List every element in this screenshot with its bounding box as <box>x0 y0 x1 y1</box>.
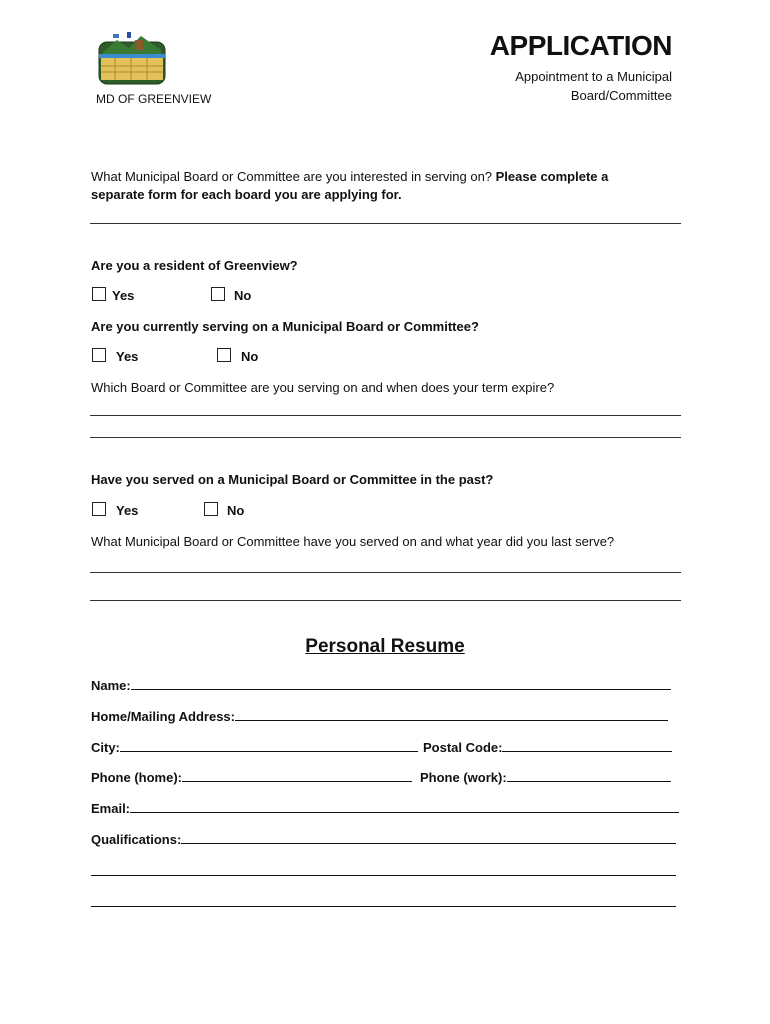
answer-line-1[interactable] <box>90 223 681 224</box>
phone-home-field[interactable] <box>91 768 412 785</box>
question-4-followup: What Municipal Board or Committee have you served on and what year did you last serve? <box>91 534 615 549</box>
greenview-logo-image <box>95 26 169 88</box>
currently-serving-no-checkbox[interactable] <box>217 348 231 362</box>
answer-line-4b[interactable] <box>90 600 681 601</box>
postal-code-field[interactable] <box>423 738 672 755</box>
question-1-text: What Municipal Board or Committee are you interested in serving on? <box>91 169 496 184</box>
org-name: MD OF GREENVIEW <box>96 92 212 106</box>
logo <box>95 26 169 88</box>
qualifications-field[interactable] <box>91 830 676 847</box>
resident-yes-label: Yes <box>112 288 135 303</box>
name-field[interactable] <box>91 676 671 693</box>
qualifications-line-3[interactable] <box>91 906 676 907</box>
resident-no-checkbox[interactable] <box>211 287 225 301</box>
postal-code-label: Postal Code: <box>423 740 503 755</box>
currently-serving-yes-checkbox[interactable] <box>92 348 106 362</box>
served-past-yes-checkbox[interactable] <box>92 502 106 516</box>
question-1-note: Please complete a separate form for each board you are applying for. <box>91 169 609 202</box>
email-label: Email: <box>91 801 131 816</box>
currently-serving-yes-label: Yes <box>116 349 139 364</box>
resume-heading: Personal Resume <box>305 636 465 657</box>
served-past-yes-label: Yes <box>116 503 139 518</box>
qualifications-label: Qualifications: <box>91 832 182 847</box>
phone-work-field[interactable] <box>420 768 671 785</box>
email-field[interactable] <box>91 799 679 816</box>
subtitle-line-1: Appointment to a Municipal <box>515 69 672 84</box>
question-3: Are you currently serving on a Municipal Board or Committee? <box>91 319 479 334</box>
subtitle-line-2: Board/Committee <box>570 88 672 103</box>
resident-yes-checkbox[interactable] <box>92 287 106 301</box>
phone-work-label: Phone (work): <box>420 770 507 785</box>
address-field[interactable] <box>91 707 668 724</box>
currently-serving-no-label: No <box>241 349 259 364</box>
question-4: Have you served on a Municipal Board or Committee in the past? <box>91 472 494 487</box>
served-past-no-label: No <box>227 503 245 518</box>
city-label: City: <box>91 740 120 755</box>
question-1 <box>91 168 651 204</box>
answer-line-3b[interactable] <box>90 437 681 438</box>
address-label: Home/Mailing Address: <box>91 709 235 724</box>
name-label: Name: <box>91 678 131 693</box>
page-title: APPLICATION <box>489 30 672 61</box>
question-3-followup: Which Board or Committee are you serving on and when does your term expire? <box>91 380 555 395</box>
city-field[interactable] <box>91 738 418 755</box>
resident-no-label: No <box>234 288 252 303</box>
qualifications-line-2[interactable] <box>91 875 676 876</box>
question-2: Are you a resident of Greenview? <box>91 258 298 273</box>
answer-line-3a[interactable] <box>90 415 681 416</box>
phone-home-label: Phone (home): <box>91 770 182 785</box>
answer-line-4a[interactable] <box>90 572 681 573</box>
served-past-no-checkbox[interactable] <box>204 502 218 516</box>
